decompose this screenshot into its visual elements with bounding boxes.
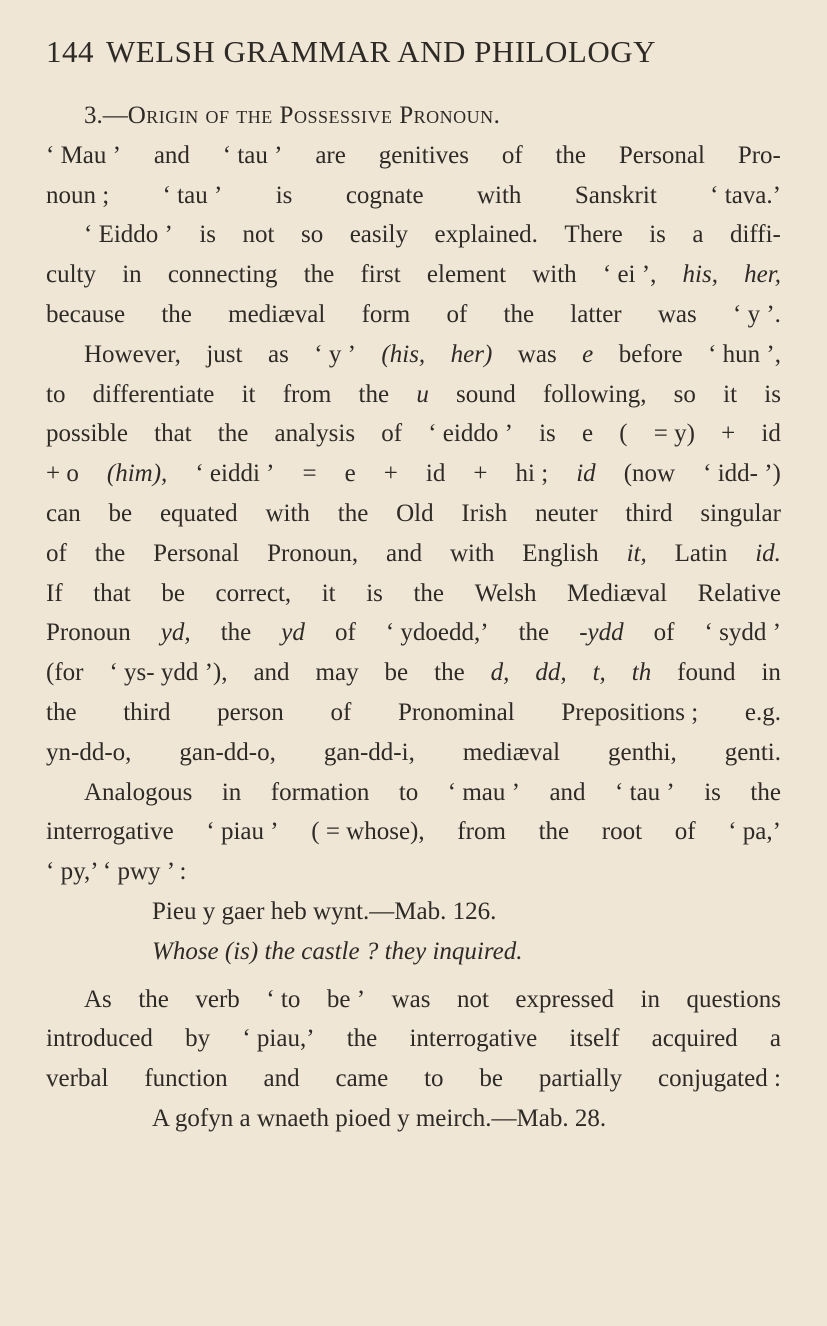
word: ‘ Eiddo ’ [84,221,173,249]
text-line [46,534,781,574]
word: of [330,698,352,726]
word: ‘ tau ’ [162,181,223,209]
word: from [457,818,506,846]
text-line [46,176,781,216]
word: yd [281,619,305,647]
word: is [649,221,666,249]
word: id [761,420,781,448]
word: the [413,579,445,607]
word: it [723,380,738,408]
word: the [337,499,369,527]
word: latter [570,300,622,328]
word: + o [46,460,79,488]
word: the [161,300,192,328]
word: came [335,1065,389,1093]
text-line [46,215,781,255]
word: so [300,221,324,249]
word: partially [538,1065,623,1093]
word: following, [542,380,647,408]
word: be [108,499,133,527]
text-line [46,494,781,534]
word: expressed [515,985,614,1013]
word: diffi- [729,221,781,249]
word: is [366,579,383,607]
word: the [217,420,249,448]
word: so [673,380,696,408]
word: neuter [535,499,598,527]
word: to [46,380,66,408]
word: There [564,221,623,249]
word: and [263,1065,300,1093]
text-line [46,693,781,733]
word: with [449,539,495,567]
word: questions [686,985,781,1013]
word: be [384,659,409,687]
word: the [503,300,535,328]
word: Welsh [474,579,537,607]
word: the [555,141,587,169]
welsh-quotation: Pieu y gaer heb wynt.—Mab. 126. [152,897,497,925]
word: id. [755,539,781,567]
word: element [426,261,507,289]
word: the [538,818,570,846]
word: because [46,300,126,328]
word: function [144,1065,228,1093]
word: Pronoun [46,619,131,647]
word: with [532,261,577,289]
word: explained. [434,221,538,249]
word: e [582,340,594,368]
word: with [265,499,310,527]
word: Pro- [737,141,781,169]
word: be [161,579,185,607]
word: are [315,141,346,169]
word: = y) [653,420,695,448]
word: third [625,499,673,527]
word: equated [159,499,238,527]
word: e.g. [744,698,781,726]
word: Personal [153,539,240,567]
word: a [692,221,704,249]
word: with [476,181,522,209]
word: sound [456,380,516,408]
word: cognate [345,181,424,209]
word: ‘ eiddo ’ [428,420,513,448]
word: interrogative [409,1025,538,1053]
word: the [46,698,77,726]
word: just [206,340,243,368]
word: mediæval [462,738,561,766]
word: verbal [46,1065,109,1093]
word: and [549,778,586,806]
word: of [46,539,67,567]
word: Analogous [84,778,193,806]
word: from [282,380,332,408]
word: ‘ tava.’ [710,181,781,209]
word: ‘ ys- ydd ’), [109,659,228,687]
running-header [46,34,781,70]
word: found [677,659,736,687]
word: + [473,460,488,488]
word: may [315,659,359,687]
word: in [761,659,781,687]
word: u [416,380,429,408]
word: is [539,420,556,448]
word: it, [626,539,647,567]
section-title: Origin of the Possessive Pronoun. [127,102,501,129]
text-line [46,1059,781,1099]
word: of [501,141,523,169]
text-line [46,773,781,813]
word: + [383,460,398,488]
word: ‘ y ’. [733,300,781,328]
page-number: 144 [46,34,94,69]
word: a [769,1025,781,1053]
word: mediæval [228,300,326,328]
word: in [221,778,242,806]
word: = [302,460,317,488]
word: noun ; [46,181,110,209]
word: acquired [651,1025,738,1053]
text-line [46,1019,781,1059]
word: Pronoun, [267,539,359,567]
text-line [46,414,781,454]
word: yd, [160,619,191,647]
word: id [425,460,446,488]
word: ‘ piau ’ [206,818,279,846]
word: ‘ hun ’, [708,340,781,368]
word: in [640,985,660,1013]
text-line [46,454,781,494]
text-line [46,613,781,653]
word: t, [592,659,606,687]
english-translation: Whose (is) the castle ? they inquired. [152,937,523,965]
word: the [94,539,126,567]
text-line [46,812,781,852]
word: the [138,985,169,1013]
word: ‘ sydd ’ [704,619,781,647]
text-line [46,852,781,892]
word: the [518,619,550,647]
word: in [122,261,142,289]
word: e [344,460,356,488]
word: (him), [106,460,168,488]
text-line [46,295,781,335]
word: to [398,778,419,806]
word: was [657,300,697,328]
word: that [93,579,131,607]
text-line [46,255,781,295]
word: of [381,420,403,448]
word: genthi, [608,738,677,766]
word: (now [623,460,676,488]
word: culty [46,261,96,289]
word: + [721,420,736,448]
text-line [46,980,781,1020]
word: Prepositions ; [561,698,699,726]
word: ‘ pa,’ [728,818,781,846]
word: ‘ eiddi ’ [195,460,275,488]
text-line [46,335,781,375]
word: -ydd [579,619,624,647]
text-line [46,375,781,415]
word: itself [569,1025,620,1053]
word: can [46,499,81,527]
word: conjugated : [658,1065,781,1093]
word: th [631,659,652,687]
word: introduced [46,1025,153,1053]
word: singular [700,499,781,527]
word: Personal [618,141,705,169]
word: not [456,985,489,1013]
word: is [275,181,293,209]
word: before [618,340,683,368]
word: first [360,261,401,289]
word: connecting [167,261,278,289]
word: as [267,340,289,368]
word: root [601,818,643,846]
word: of [674,818,696,846]
word: verb [195,985,240,1013]
word: gan-dd-o, [179,738,276,766]
word: ‘ y ’ [314,340,356,368]
word: easily [349,221,409,249]
word: by [185,1025,211,1053]
word: is [764,380,781,408]
word: differentiate [92,380,215,408]
word: ‘ to [266,985,301,1013]
word: However, [84,340,181,368]
word: the [220,619,252,647]
word: of [653,619,675,647]
word: person [217,698,284,726]
word: form [361,300,411,328]
final-quotation: A gofyn a wnaeth pioed y meirch.—Mab. 28. [152,1104,607,1132]
word: of [334,619,356,647]
word: interrogative [46,818,174,846]
word: ‘ py,’ ‘ pwy ’ : [46,858,187,886]
word: her, [744,261,781,289]
word: Latin [674,539,728,567]
word: ‘ Mau ’ [46,141,121,169]
word: to [424,1065,444,1093]
word: and [385,539,423,567]
word: Old [396,499,434,527]
word: that [154,420,192,448]
text-line [46,653,781,693]
word: ‘ mau ’ [447,778,520,806]
word: ( [619,420,628,448]
word: ‘ tau ’ [222,141,283,169]
word: Sanskrit [574,181,657,209]
word: possible [46,420,128,448]
word: the [346,1025,378,1053]
word: the [750,778,781,806]
word: id [576,460,596,488]
text-block [46,96,781,1139]
paragraph-group-2 [46,980,781,1099]
text-line [46,733,781,773]
word: genitives [378,141,469,169]
word: yn-dd-o, [46,738,132,766]
word: Irish [461,499,508,527]
word: formation [270,778,370,806]
word: and [153,141,190,169]
word: Mediæval [567,579,668,607]
word: ‘ ei ’, [602,261,657,289]
word: As [84,985,112,1013]
word: his, [682,261,718,289]
word: Pronominal [398,698,515,726]
word: is [199,221,217,249]
word: analysis [274,420,356,448]
running-title: WELSH GRAMMAR AND PHILOLOGY [106,34,656,69]
paragraph-group [46,136,781,892]
word: gan-dd-i, [323,738,415,766]
word: ( = whose), [311,818,425,846]
word: was [517,340,557,368]
word: ‘ ydoedd,’ [385,619,489,647]
word: Relative [697,579,781,607]
word: not [242,221,275,249]
word: of [446,300,468,328]
word: d, [490,659,510,687]
text-line [46,574,781,614]
word: her) [450,340,493,368]
word: (for [46,659,84,687]
word: be ’ [326,985,366,1013]
word: be [479,1065,503,1093]
word: and [253,659,290,687]
word: ‘ tau ’ [615,778,675,806]
text-line [46,136,781,176]
word: ‘ idd- ’) [703,460,781,488]
word: English [522,539,599,567]
section-number: 3.— [84,102,128,129]
word: the [303,261,335,289]
word: third [123,698,171,726]
word: e [581,420,594,448]
word: is [704,778,721,806]
word: ‘ piau,’ [242,1025,315,1053]
word: it [321,579,336,607]
word: hi ; [515,460,549,488]
word: correct, [215,579,292,607]
word: it [241,380,256,408]
word: (his, [381,340,426,368]
word: genti. [724,738,781,766]
section-heading [46,96,781,136]
word: the [434,659,465,687]
word: the [358,380,390,408]
word: dd, [535,659,567,687]
word: was [391,985,431,1013]
word: If [46,579,63,607]
